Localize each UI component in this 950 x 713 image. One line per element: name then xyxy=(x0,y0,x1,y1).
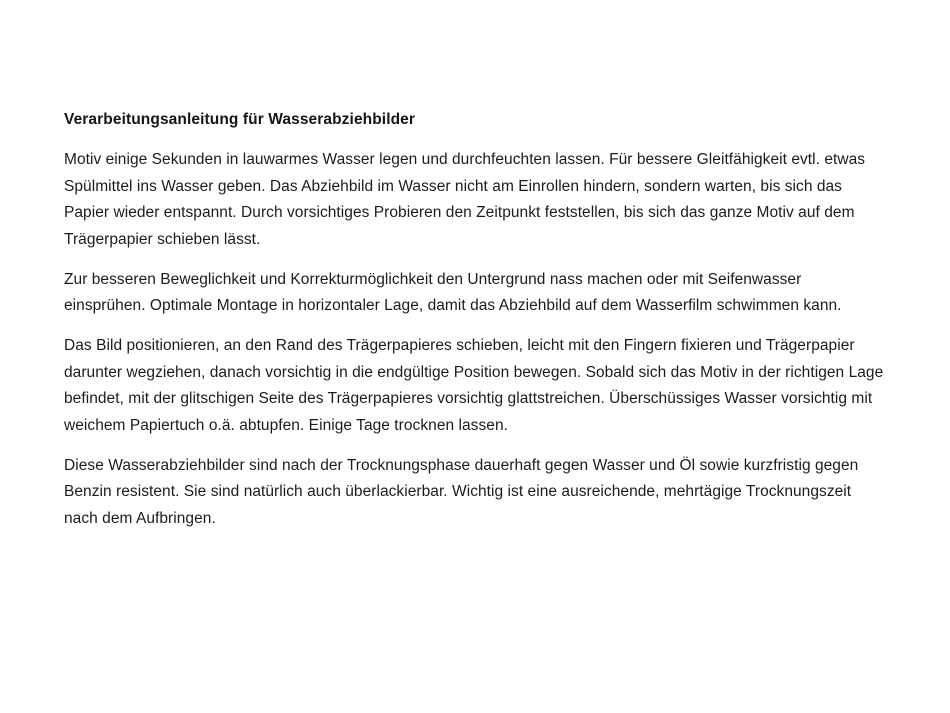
document-body xyxy=(64,110,884,533)
paragraph-2: Zur besseren Beweglichkeit und Korrekturmöglichkeit den Untergrund nass machen oder mit Seifenwasser einsprühen. Optimale Montage in horizontaler Lage, damit das Abziehbild auf dem Wasserfilm schwimmen kann. xyxy=(64,270,842,315)
paragraph-1: Motiv einige Sekunden in lauwarmes Wasser legen und durchfeuchten lassen. Für bessere Gleitfähigkeit evtl. etwas Spülmittel ins Wasser geben. Das Abziehbild im Wasser nicht am Einrollen hindern, sondern warten, bis sich das Papier wieder entspannt. Durch vorsichtiges Probieren den Zeitpunkt feststellen, bis sich das ganze Motiv auf dem Trägerpapier schieben lässt. xyxy=(64,151,866,249)
page-title: Verarbeitungsanleitung für Wasserabziehbilder xyxy=(64,111,416,128)
paragraph-3: Das Bild positionieren, an den Rand des Trägerpapieres schieben, leicht mit den Fingern fixieren und Trägerpapier darunter wegziehen, danach vorsichtig in die endgültige Position bewegen. Sobald sich das Motiv in der richtigen Lage befindet, mit der glitschigen Seite des Trägerpapieres vorsichtig glattstreichen. Überschüssiges Wasser vorsichtig mit weichem Papiertuch o.ä. abtupfen. Einige Tage trocknen lassen. xyxy=(64,337,884,435)
paragraph-4: Diese Wasserabziehbilder sind nach der Trocknungsphase dauerhaft gegen Wasser und Öl sowie kurzfristig gegen Benzin resistent. Sie sind natürlich auch überlackierbar. Wichtig ist eine ausreichende, mehrtägige Trocknungszeit nach dem Aufbringen. xyxy=(64,456,859,528)
